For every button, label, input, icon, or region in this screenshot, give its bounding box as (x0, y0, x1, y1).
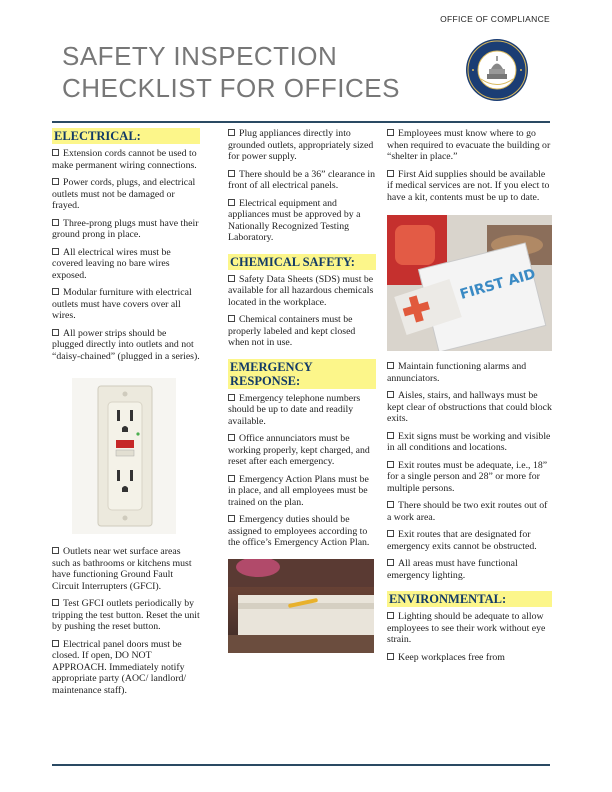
checklist-item: Emergency telephone numbers should be up to date and readily available. (228, 392, 361, 427)
checklist-item: Three-prong plugs must have their ground prong in place. (52, 217, 199, 240)
checkbox-icon[interactable] (52, 248, 59, 255)
checkbox-icon[interactable] (387, 653, 394, 660)
checkbox-icon[interactable] (52, 329, 59, 336)
checkbox-icon[interactable] (228, 170, 235, 177)
title-line-1: SAFETY INSPECTION (62, 41, 338, 71)
first-aid-kit-photo (387, 215, 552, 351)
column-electrical (52, 128, 200, 702)
checklist-item: Aisles, stairs, and hallways must be kept clear of obstructions that could block exits. (387, 390, 552, 424)
checklist-item: Office annunciators must be working properly, kept charged, and reset after each emergency. (228, 433, 370, 467)
checkbox-icon[interactable] (52, 219, 59, 226)
electrical-list-bottom (52, 546, 200, 696)
checklist-item: Keep workplaces free from (387, 652, 552, 664)
checkbox-icon[interactable] (52, 640, 59, 647)
checkbox-icon[interactable] (387, 501, 394, 508)
checklist-item: Electrical panel doors must be closed. If open, DO NOT APPROACH. Immediately notify appropriate party (AOC/ landlord/ maintenance staff). (52, 638, 187, 696)
chemical-safety-list (228, 274, 376, 349)
column-middle (228, 128, 376, 653)
checklist-item: Outlets near wet surface areas such as bathrooms or kitchens must have functioning Ground Fault Circuit Interrupters (GFCI). (52, 546, 192, 592)
checkbox-icon[interactable] (228, 434, 235, 441)
environmental-heading: ENVIRONMENTAL: (387, 591, 552, 607)
checklist-item: There should be two exit routes out of a work area. (387, 500, 548, 523)
checklist-item: Safety Data Sheets (SDS) must be available for all hazardous chemicals located in the workplace. (228, 273, 374, 308)
annunciator-photo (228, 559, 374, 653)
checkbox-icon[interactable] (228, 199, 235, 206)
checklist-item: Exit routes that are designated for emergency exits cannot be obstructed. (387, 529, 537, 552)
checkbox-icon[interactable] (52, 178, 59, 185)
electrical-list-top (52, 148, 200, 362)
checkbox-icon[interactable] (228, 315, 235, 322)
checklist-item: Modular furniture with electrical outlets must have covers over all wires. (52, 287, 192, 321)
first-aid-kit-icon (387, 215, 552, 351)
annunciator-photo-icon (228, 559, 374, 653)
gfci-outlet-icon (72, 378, 176, 534)
checklist-item: Chemical containers must be properly labeled and kept closed when not in use. (228, 314, 356, 348)
electrical-heading: ELECTRICAL: (52, 128, 200, 144)
checklist-item: First Aid supplies should be available if medical services are not. If you elect to have a kit, contents must be up to date. (387, 168, 550, 203)
checklist-item: There should be a 36” clearance in front of all electrical panels. (228, 168, 375, 191)
checklist-item: Extension cords cannot be used to make permanent wiring connections. (52, 148, 197, 171)
checkbox-icon[interactable] (228, 515, 235, 522)
checklist-item: Emergency duties should be assigned to employees according to the office’s Emergency Action Plan. (228, 514, 370, 548)
column-right (387, 128, 552, 669)
checkbox-icon[interactable] (228, 394, 235, 401)
checklist-item: Test GFCI outlets periodically by tripping the test button. Reset the unit by pushing the reset button. (52, 598, 200, 632)
checkbox-icon[interactable] (387, 559, 394, 566)
checkbox-icon[interactable] (387, 461, 394, 468)
checkbox-icon[interactable] (52, 599, 59, 606)
electrical-continued-list (228, 128, 376, 244)
checklist-item: Exit routes must be adequate, i.e., 18” for a single person and 28” or more for multiple persons. (387, 459, 548, 494)
emergency-response-heading: EMERGENCY RESPONSE: (228, 359, 376, 389)
checklist-item: Lighting should be adequate to allow employees to see their work without eye strain. (387, 611, 546, 645)
office-seal-logo (465, 38, 529, 102)
chemical-safety-heading: CHEMICAL SAFETY: (228, 254, 376, 270)
exit-route-list (387, 361, 552, 581)
office-label: OFFICE OF COMPLIANCE (440, 14, 550, 24)
emergency-continued-list (387, 128, 552, 203)
checkbox-icon[interactable] (387, 530, 394, 537)
environmental-list (387, 611, 552, 663)
checkbox-icon[interactable] (387, 362, 394, 369)
checkbox-icon[interactable] (228, 275, 235, 282)
gfci-outlet-photo (72, 378, 176, 534)
first-aid-label: FIRST AID (458, 266, 538, 303)
checkbox-icon[interactable] (52, 149, 59, 156)
checkbox-icon[interactable] (387, 170, 394, 177)
title-line-2: CHECKLIST FOR OFFICES (62, 73, 400, 103)
checklist-item: All electrical wires must be covered leaving no bare wires exposed. (52, 246, 171, 281)
checkbox-icon[interactable] (52, 547, 59, 554)
bottom-rule (52, 764, 550, 766)
checklist-item: Maintain functioning alarms and annunciators. (387, 361, 527, 384)
emergency-response-list (228, 393, 376, 549)
page-title (62, 40, 400, 104)
top-rule (52, 121, 550, 123)
checklist-item: Exit signs must be working and visible in all conditions and locations. (387, 430, 551, 453)
checklist-item: Power cords, plugs, and electrical outlets must not be damaged or frayed. (52, 177, 196, 211)
checkbox-icon[interactable] (228, 129, 235, 136)
checklist-item: All power strips should be plugged directly into outlets and not “daisy-chained” (plugged in a series). (52, 327, 200, 362)
checklist-item: Electrical equipment and appliances must be approved by a Nationally Recognized Testing Laboratory. (228, 197, 361, 243)
checklist-item: All areas must have functional emergency lighting. (387, 558, 518, 581)
checkbox-icon[interactable] (387, 612, 394, 619)
checklist-item: Plug appliances directly into grounded outlets, appropriately sized for power supply. (228, 128, 374, 162)
checkbox-icon[interactable] (52, 288, 59, 295)
checklist-item: Employees must know where to go when required to evacuate the building or “shelter in place.” (387, 128, 551, 162)
checkbox-icon[interactable] (387, 129, 394, 136)
checkbox-icon[interactable] (387, 391, 394, 398)
checklist-item: Emergency Action Plans must be in place, and all employees must be trained on the plan. (228, 473, 369, 508)
checkbox-icon[interactable] (387, 432, 394, 439)
checkbox-icon[interactable] (228, 475, 235, 482)
